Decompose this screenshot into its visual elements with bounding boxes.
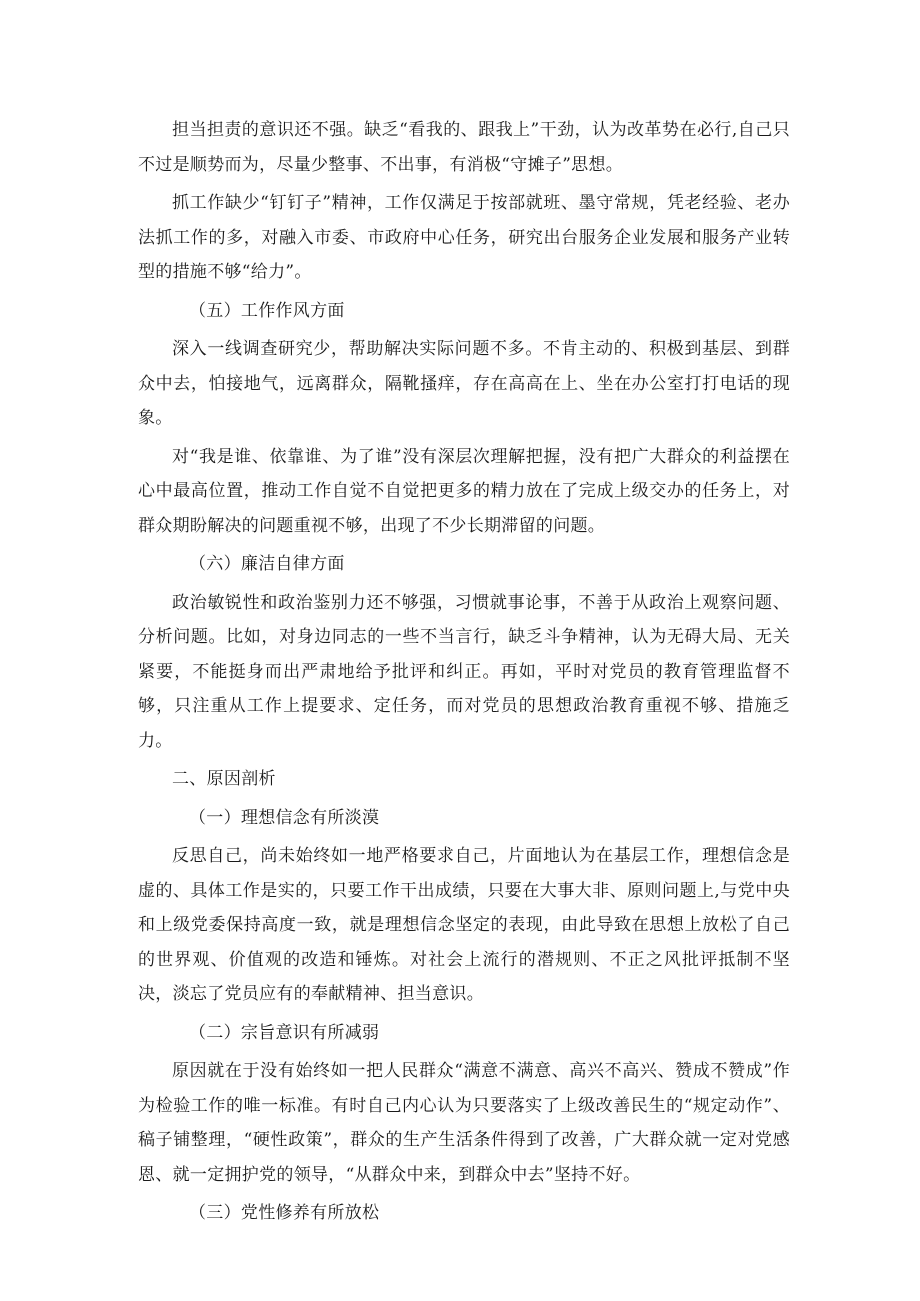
body-paragraph: 深入一线调查研究少，帮助解决实际问题不多。不肯主动的、积极到基层、到群众中去，怕接地气，远离群众，隔靴搔痒，存在高高在上、坐在办公室打打电话的现象。	[138, 339, 790, 428]
section-heading: 二、原因剖析	[172, 769, 276, 789]
body-paragraph: 原因就在于没有始终如一把人民群众“满意不满意、高兴不高兴、赞成不赞成”作为检验工作的唯一标准。有时自己内心认为只要落实了上级改善民生的“规定动作”、稿子铺整理，“硬性政策”，群众的生产生活条件得到了改善，广大群众就一定对党感恩、就一定拥护党的领导，“从群众中来，到群众中去”坚持不好。	[138, 1061, 790, 1185]
document-body	[138, 113, 790, 1235]
body-paragraph: 对“我是谁、依靠谁、为了谁”没有深层次理解把握，没有把广大群众的利益摆在心中最高位置，推动工作自觉不自觉把更多的精力放在了完成上级交办的任务上，对群众期盼解决的问题重视不够，出现了不少长期滞留的问题。	[138, 446, 790, 536]
subsection-heading: （六）廉洁自律方面	[189, 554, 345, 574]
body-paragraph: 抓工作缺少“钉钉子”精神，工作仅满足于按部就班、墨守常规，凭老经验、老办法抓工作的多，对融入市委、市政府中心任务，研究出台服务企业发展和服务产业转型的措施不够“给力”。	[138, 193, 790, 282]
subsection-heading: （一）理想信念有所淡漠	[189, 807, 380, 828]
subsection-heading: （三）党性修养有所放松	[189, 1203, 380, 1223]
body-paragraph: 政治敏锐性和政治鉴别力还不够强，习惯就事论事，不善于从政治上观察问题、分析问题。比如，对身边同志的一些不当言行，缺乏斗争精神，认为无碍大局、无关紧要，不能挺身而出严肃地给予批评和纠正。再如，平时对党员的教育管理监督不够，只注重从工作上提要求、定任务，而对党员的思想政治教育重视不够、措施乏力。	[138, 592, 790, 751]
subsection-heading: （五）工作作风方面	[189, 300, 345, 321]
body-paragraph: 担当担责的意识还不强。缺乏“看我的、跟我上”干劲，认为改革势在必行,自己只不过是顺势而为，尽量少整事、不出事，有消极“守摊子”思想。	[138, 120, 790, 175]
subsection-heading: （二）宗旨意识有所减弱	[189, 1022, 380, 1043]
body-paragraph: 反思自己，尚未始终如一地严格要求自己，片面地认为在基层工作，理想信念是虚的、具体工作是实的，只要工作干出成绩，只要在大事大非、原则问题上,与党中央和上级党委保持高度一致，就是理想信念坚定的表现，由此导致在思想上放松了自己的世界观、价值观的改造和锤炼。对社会上流行的潜规则、不正之风批评抵制不坚决，淡忘了党员应有的奉献精神、担当意识。	[138, 846, 790, 1004]
